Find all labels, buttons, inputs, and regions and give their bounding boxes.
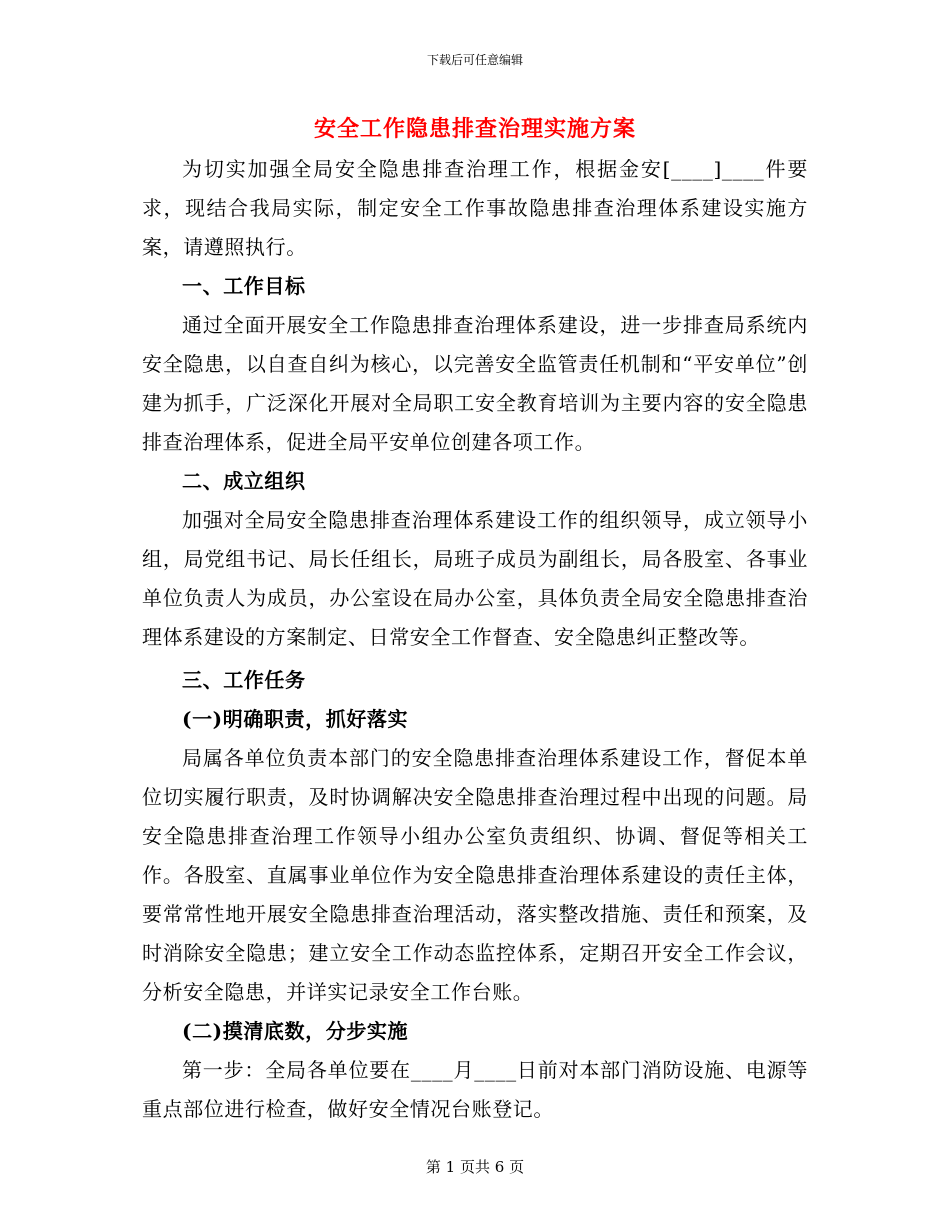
steps-paragraph: 第一步：全局各单位要在____月____日前对本部门消防设施、电源等重点部位进行检查，做好安全情况台账登记。 <box>142 1058 808 1121</box>
responsibilities-paragraph: 局属各单位负责本部门的安全隐患排查治理体系建设工作，督促本单位切实履行职责，及时协调解决安全隐患排查治理过程中出现的问题。局安全隐患排查治理工作领导小组办公室负责组织、协调、督促等相关工作。各股室、直属事业单位作为安全隐患排查治理体系建设的责任主体，要常常性地开展安全隐患排查治理活动，落实整改措施、责任和预案，及时消除安全隐患；建立安全工作动态监控体系，定期召开安全工作会议，分析安全隐患，并详实记录安全工作台账。 <box>142 746 808 1004</box>
header-note: 下载后可任意编辑 <box>426 53 523 67</box>
section-heading-goals: 一、工作目标 <box>182 274 306 298</box>
section-heading-organization: 二、成立组织 <box>182 469 306 493</box>
document-body <box>142 150 808 1129</box>
subsection-heading-responsibilities: (一)明确职责，抓好落实 <box>182 707 409 731</box>
subsection-heading-steps: (二)摸清底数，分步实施 <box>182 1019 409 1043</box>
section-heading-tasks: 三、工作任务 <box>182 668 306 692</box>
page-number: 第 1 页共 6 页 <box>425 1158 525 1176</box>
organization-paragraph: 加强对全局安全隐患排查治理体系建设工作的组织领导，成立领导小组，局党组书记、局长任组长，局班子成员为副组长，局各股室、各事业单位负责人为成员，办公室设在局办公室，具体负责全局安全隐患排查治理体系建设的方案制定、日常安全工作督查、安全隐患纠正整改等。 <box>142 508 808 649</box>
page-title: 安全工作隐患排查治理实施方案 <box>313 116 636 142</box>
intro-paragraph: 为切实加强全局安全隐患排查治理工作，根据金安[____]____件要求，现结合我局实际，制定安全工作事故隐患排查治理体系建设实施方案，请遵照执行。 <box>142 157 808 259</box>
goals-paragraph: 通过全面开展安全工作隐患排查治理体系建设，进一步排查局系统内安全隐患，以自查自纠为核心，以完善安全监管责任机制和“平安单位”创建为抓手，广泛深化开展对全局职工安全教育培训为主要内容的安全隐患排查治理体系，促进全局平安单位创建各项工作。 <box>142 313 808 454</box>
